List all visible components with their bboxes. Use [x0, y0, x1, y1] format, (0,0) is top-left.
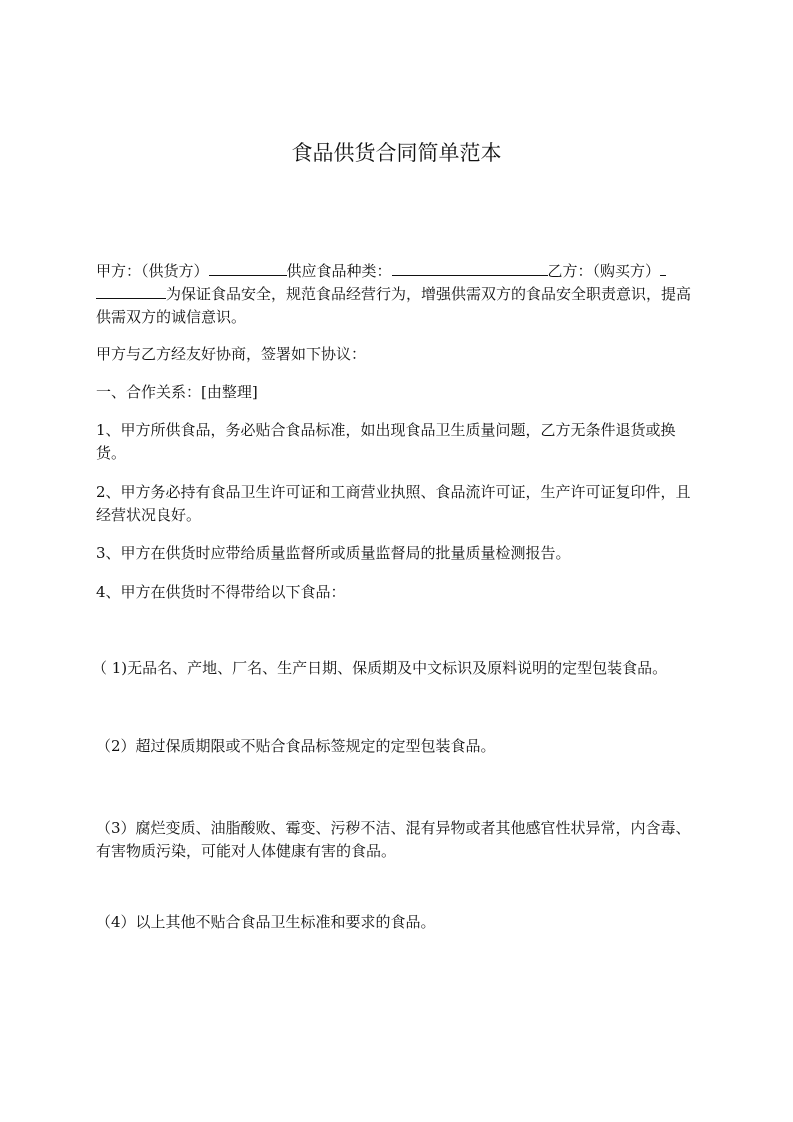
- item-4: （4）以上其他不贴合食品卫生标准和要求的食品。: [96, 913, 436, 931]
- section-heading: 一、合作关系：[由整理]: [96, 383, 258, 401]
- item-1: （ 1)无品名、产地、厂名、生产日期、保质期及中文标识及原料说明的定型包装食品。: [92, 659, 668, 677]
- food-types-blank[interactable]: [392, 260, 548, 276]
- agreement-text: 甲方与乙方经友好协商，签署如下协议：: [96, 345, 367, 363]
- clause-3: 3、甲方在供货时应带给质量监督所或质量监督局的批量质量检测报告。: [96, 544, 571, 562]
- party-b-blank-continued[interactable]: [96, 283, 166, 299]
- item-3: （3）腐烂变质、油脂酸败、霉变、污秽不洁、混有异物或者其他感官性状异常，内含毒、有害物质污染，可能对人体健康有害的食品。: [96, 819, 691, 860]
- party-a-label: 甲方：（供货方）: [96, 262, 209, 280]
- item-2: （2）超过保质期限或不贴合食品标签规定的定型包装食品。: [96, 737, 496, 755]
- intro-paragraph: [96, 260, 700, 329]
- purpose-text: 为保证食品安全，规范食品经营行为，增强供需双方的食品安全职责意识，提高供需双方的诚信意识。: [96, 285, 692, 326]
- food-types-label: 供应食品种类：: [286, 262, 392, 280]
- clause-4: 4、甲方在供货时不得带给以下食品：: [96, 583, 346, 601]
- clause-1: 1、甲方所供食品，务必贴合食品标准，如出现食品卫生质量问题，乙方无条件退货或换货。: [96, 421, 676, 462]
- document-title: 食品供货合同简单范本: [291, 141, 502, 165]
- clause-2: 2、甲方务必持有食品卫生许可证和工商营业执照、食品流许可证，生产许可证复印件，且经营状况良好。: [96, 483, 691, 524]
- party-b-label: 乙方：（购买方）: [547, 262, 661, 280]
- party-b-blank[interactable]: [660, 260, 666, 276]
- party-a-blank[interactable]: [209, 260, 287, 276]
